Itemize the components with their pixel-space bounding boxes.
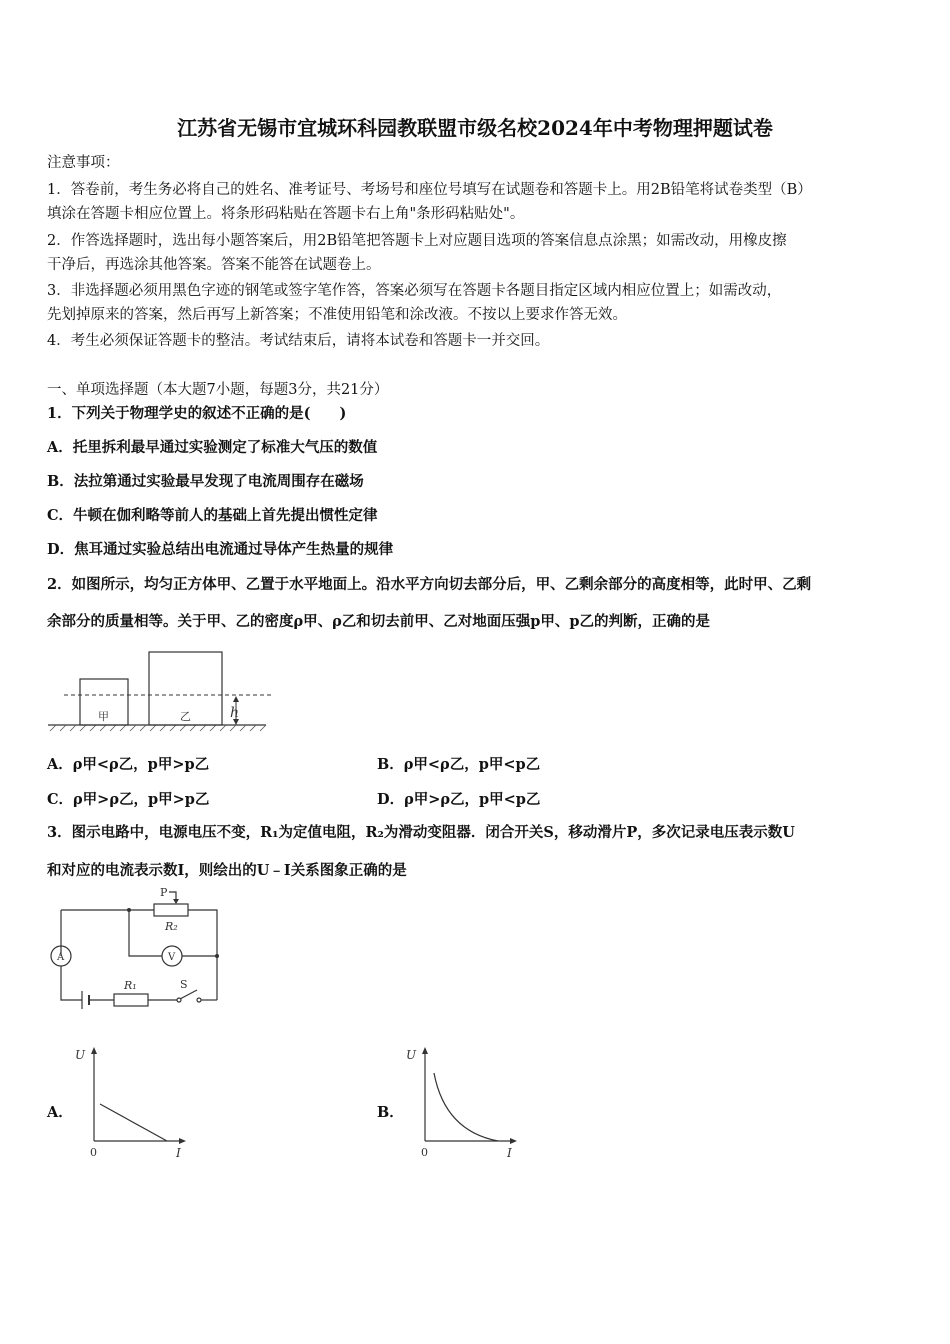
notice-line: 2．作答选择题时，选出每小题答案后，用2B铅笔把答题卡上对应题目选项的答案信息点涂黑；如需改动，用橡皮擦 — [47, 233, 787, 249]
graph-option-a — [72, 1043, 192, 1161]
question-3-option-b: B． — [377, 1104, 404, 1121]
label-p: P — [160, 886, 168, 899]
rheostat-r2 — [154, 904, 188, 916]
notice-line: 4．考生必须保证答题卡的整洁。考试结束后，请将本试卷和答题卡一并交回。 — [47, 333, 550, 349]
question-1-option-b: B．法拉第通过实验最早发现了电流周围存在磁场 — [47, 473, 364, 490]
label-a: A — [57, 952, 65, 963]
label-jia: 甲 — [98, 710, 109, 723]
page-title: 江苏省无锡市宜城环科园教联盟市级名校2024年中考物理押题试卷 — [177, 116, 773, 140]
question-2-figure — [46, 645, 276, 735]
question-3-circuit — [44, 886, 229, 1014]
label-yi: 乙 — [180, 710, 191, 723]
notice-heading: 注意事项： — [47, 155, 120, 171]
graph-option-b — [403, 1043, 523, 1161]
label-h: h — [230, 705, 240, 721]
question-3-stem-line1: 3．图示电路中，电源电压不变，R₁为定值电阻，R₂为滑动变阻器．闭合开关S，移动滑片P，多次记录电压表示数U — [47, 824, 795, 841]
question-2-option-b: B．ρ甲<ρ乙，p甲<p乙 — [377, 756, 541, 773]
resistor-r1 — [114, 994, 148, 1006]
question-2-stem-line2: 余部分的质量相等。关于甲、乙的密度ρ甲、ρ乙和切去前甲、乙对地面压强p甲、p乙的判断，正确的是 — [47, 613, 711, 630]
notice-line: 先划掉原来的答案，然后再写上新答案；不准使用铅笔和涂改液。不按以上要求作答无效。 — [47, 307, 627, 323]
notice-line: 3．非选择题必须用黑色字迹的钢笔或签字笔作答，答案必须写在答题卡各题目指定区域内相应位置上；如需改动， — [47, 283, 782, 299]
label-s: S — [180, 978, 188, 991]
notice-line: 干净后，再选涂其他答案。答案不能答在试题卷上。 — [47, 257, 381, 273]
question-1-option-c: C．牛顿在伽利略等前人的基础上首先提出惯性定律 — [47, 507, 378, 524]
label-r2: R₂ — [165, 920, 178, 933]
section-heading: 一、单项选择题（本大题7小题，每题3分，共21分） — [47, 382, 389, 398]
label-v: V — [168, 952, 176, 963]
axis-i: I — [176, 1146, 181, 1160]
question-2-option-a: A．ρ甲<ρ乙，p甲>p乙 — [47, 756, 210, 773]
question-2-option-c: C．ρ甲>ρ乙，p甲>p乙 — [47, 791, 210, 808]
question-1-stem: 1．下列关于物理学史的叙述不正确的是( ) — [47, 405, 347, 422]
axis-origin: 0 — [421, 1146, 428, 1159]
question-3-stem-line2: 和对应的电流表示数I，则绘出的U﹣I关系图象正确的是 — [47, 862, 407, 879]
question-1-option-a: A．托里拆利最早通过实验测定了标准大气压的数值 — [47, 439, 378, 456]
question-2-option-d: D．ρ甲>ρ乙，p甲<p乙 — [377, 791, 541, 808]
axis-i: I — [507, 1146, 512, 1160]
question-1-option-d: D．焦耳通过实验总结出电流通过导体产生热量的规律 — [47, 541, 394, 558]
question-3-option-a: A． — [47, 1104, 73, 1121]
axis-u: U — [75, 1048, 86, 1062]
label-r1: R₁ — [124, 979, 137, 992]
axis-origin: 0 — [90, 1146, 97, 1159]
notice-line: 填涂在答题卡相应位置上。将条形码粘贴在答题卡右上角"条形码粘贴处"。 — [47, 206, 525, 222]
notice-line: 1．答卷前，考生务必将自己的姓名、准考证号、考场号和座位号填写在试题卷和答题卡上。用2B铅笔将试卷类型（B） — [47, 182, 812, 198]
axis-u: U — [406, 1048, 417, 1062]
question-2-stem-line1: 2．如图所示，均匀正方体甲、乙置于水平地面上。沿水平方向切去部分后，甲、乙剩余部分的高度相等，此时甲、乙剩 — [47, 576, 812, 593]
